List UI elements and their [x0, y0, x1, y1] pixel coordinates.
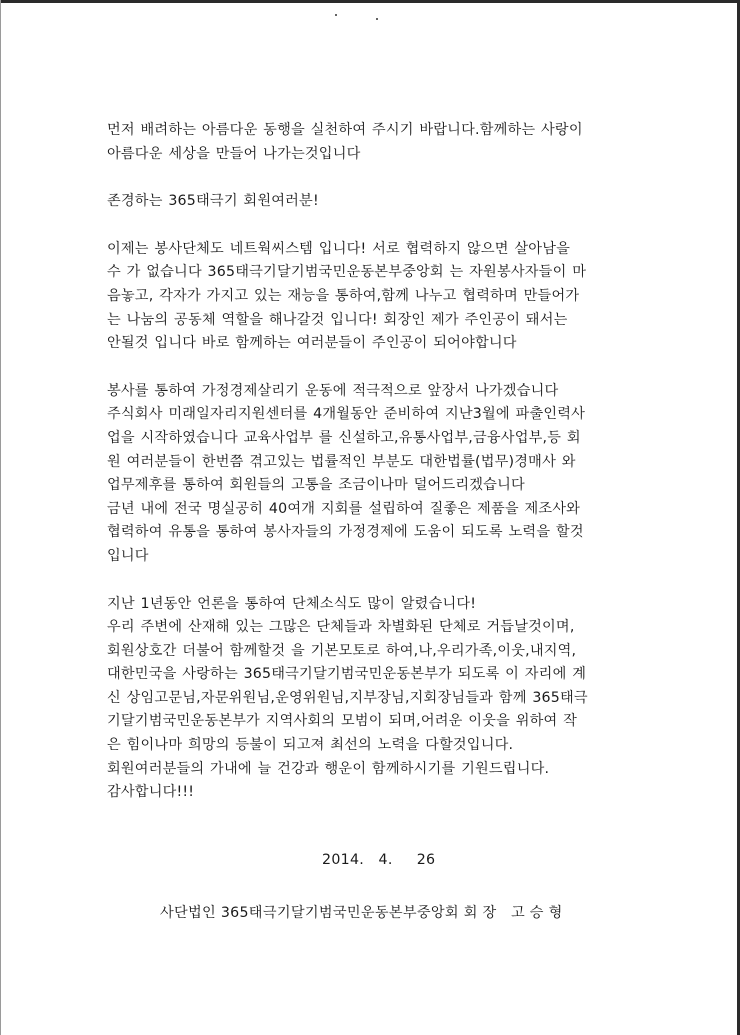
text-line: 회원여러분들의 가내에 늘 건강과 행운이 함께하시기를 기원드립니다. — [107, 760, 550, 777]
text-line: 감사합니다!!! — [107, 784, 195, 801]
signature-line: 사단법인 365태극기달기범국민운동본부중앙회 회 장 고 승 형 — [160, 905, 563, 921]
letter-date: 2014. 4. 26 — [322, 852, 436, 868]
greeting-line: 존경하는 365태극기 회원여러분! — [107, 193, 319, 210]
text-line: 봉사를 통하여 가정경제살리기 운동에 적극적으로 앞장서 나가겠습니다 — [107, 382, 559, 399]
text-line: 안될것 입니다 바로 함께하는 여러분들이 주인공이 되어야합니다 — [107, 335, 517, 352]
text-line: 업을 시작하였습니다 교육사업부 를 신설하고,유통사업부,금융사업부,등 회 — [107, 429, 581, 446]
letter-body — [107, 119, 635, 805]
text-line: 입니다 — [107, 547, 149, 564]
scan-top-border — [0, 0, 740, 3]
text-line: 수 가 없습니다 365태극기달기범국민운동본부중앙회 는 자원봉사자들이 마 — [107, 264, 587, 281]
paragraph — [107, 238, 635, 356]
paragraph — [107, 380, 635, 569]
text-line: 먼저 배려하는 아름다운 동행을 실천하여 주시기 바랍니다.함께하는 사랑이 — [107, 122, 583, 138]
text-line: 협력하여 유통을 통하여 봉사자들의 가정경제에 도움이 되도록 노력을 할것 — [107, 524, 584, 541]
text-line: 신 상임고문님,자문위원님,운영위원님,지부장님,지회장님들과 함께 365태극 — [107, 689, 588, 706]
text-line: 기달기범국민운동본부가 지역사회의 모범이 되며,어려운 이웃을 위하여 작 — [107, 713, 578, 730]
text-line: 대한민국을 사랑하는 365태극기달기범국민운동본부가 되도록 이 자리에 계 — [107, 666, 587, 683]
text-line: 원 여러분들이 한번쯤 겪고있는 법률적인 부분도 대한법률(법무)경매사 와 — [107, 453, 576, 470]
text-line: 업무제후를 통하여 회원들의 고통을 조금이나마 덜어드리겠습니다 — [107, 477, 525, 494]
text-line: 금년 내에 전국 명실공히 40여개 지회를 설립하여 질좋은 제품을 제조사와 — [107, 500, 581, 517]
scan-left-border — [0, 0, 1, 1035]
text-line: 은 힘이나마 희망의 등불이 되고져 최선의 노력을 다할것입니다. — [107, 737, 514, 754]
text-line: 지난 1년동안 언론을 통하여 단체소식도 많이 알렸습니다! — [107, 595, 477, 612]
text-line: 우리 주변에 산재해 있는 그많은 단체들과 차별화된 단체로 거듭날것이며, — [107, 619, 575, 636]
text-line: 이제는 봉사단체도 네트웍씨스템 입니다! 서로 협력하지 않으면 살아남을 — [107, 240, 571, 257]
paragraph — [107, 119, 635, 166]
text-line: 주식회사 미래일자리지원센터를 4개월동안 준비하여 지난3월에 파출인력사 — [107, 406, 586, 423]
paragraph — [107, 190, 635, 214]
text-line: 는 나눔의 공동체 역할을 해나갈것 입니다! 회장인 제가 주인공이 돼서는 — [107, 311, 568, 328]
scan-speck — [335, 14, 337, 16]
text-line: 아름다운 세상을 만들어 나가는것입니다 — [107, 145, 361, 162]
text-line: 회원상호간 더불어 함께할것 을 기본모토로 하여,나,우리가족,이웃,내지역, — [107, 642, 577, 659]
text-line: 음놓고, 각자가 가지고 있는 재능을 통하여,함께 나누고 협력하며 만들어가 — [107, 287, 580, 304]
paragraph — [107, 593, 635, 805]
scan-speck — [376, 18, 378, 20]
